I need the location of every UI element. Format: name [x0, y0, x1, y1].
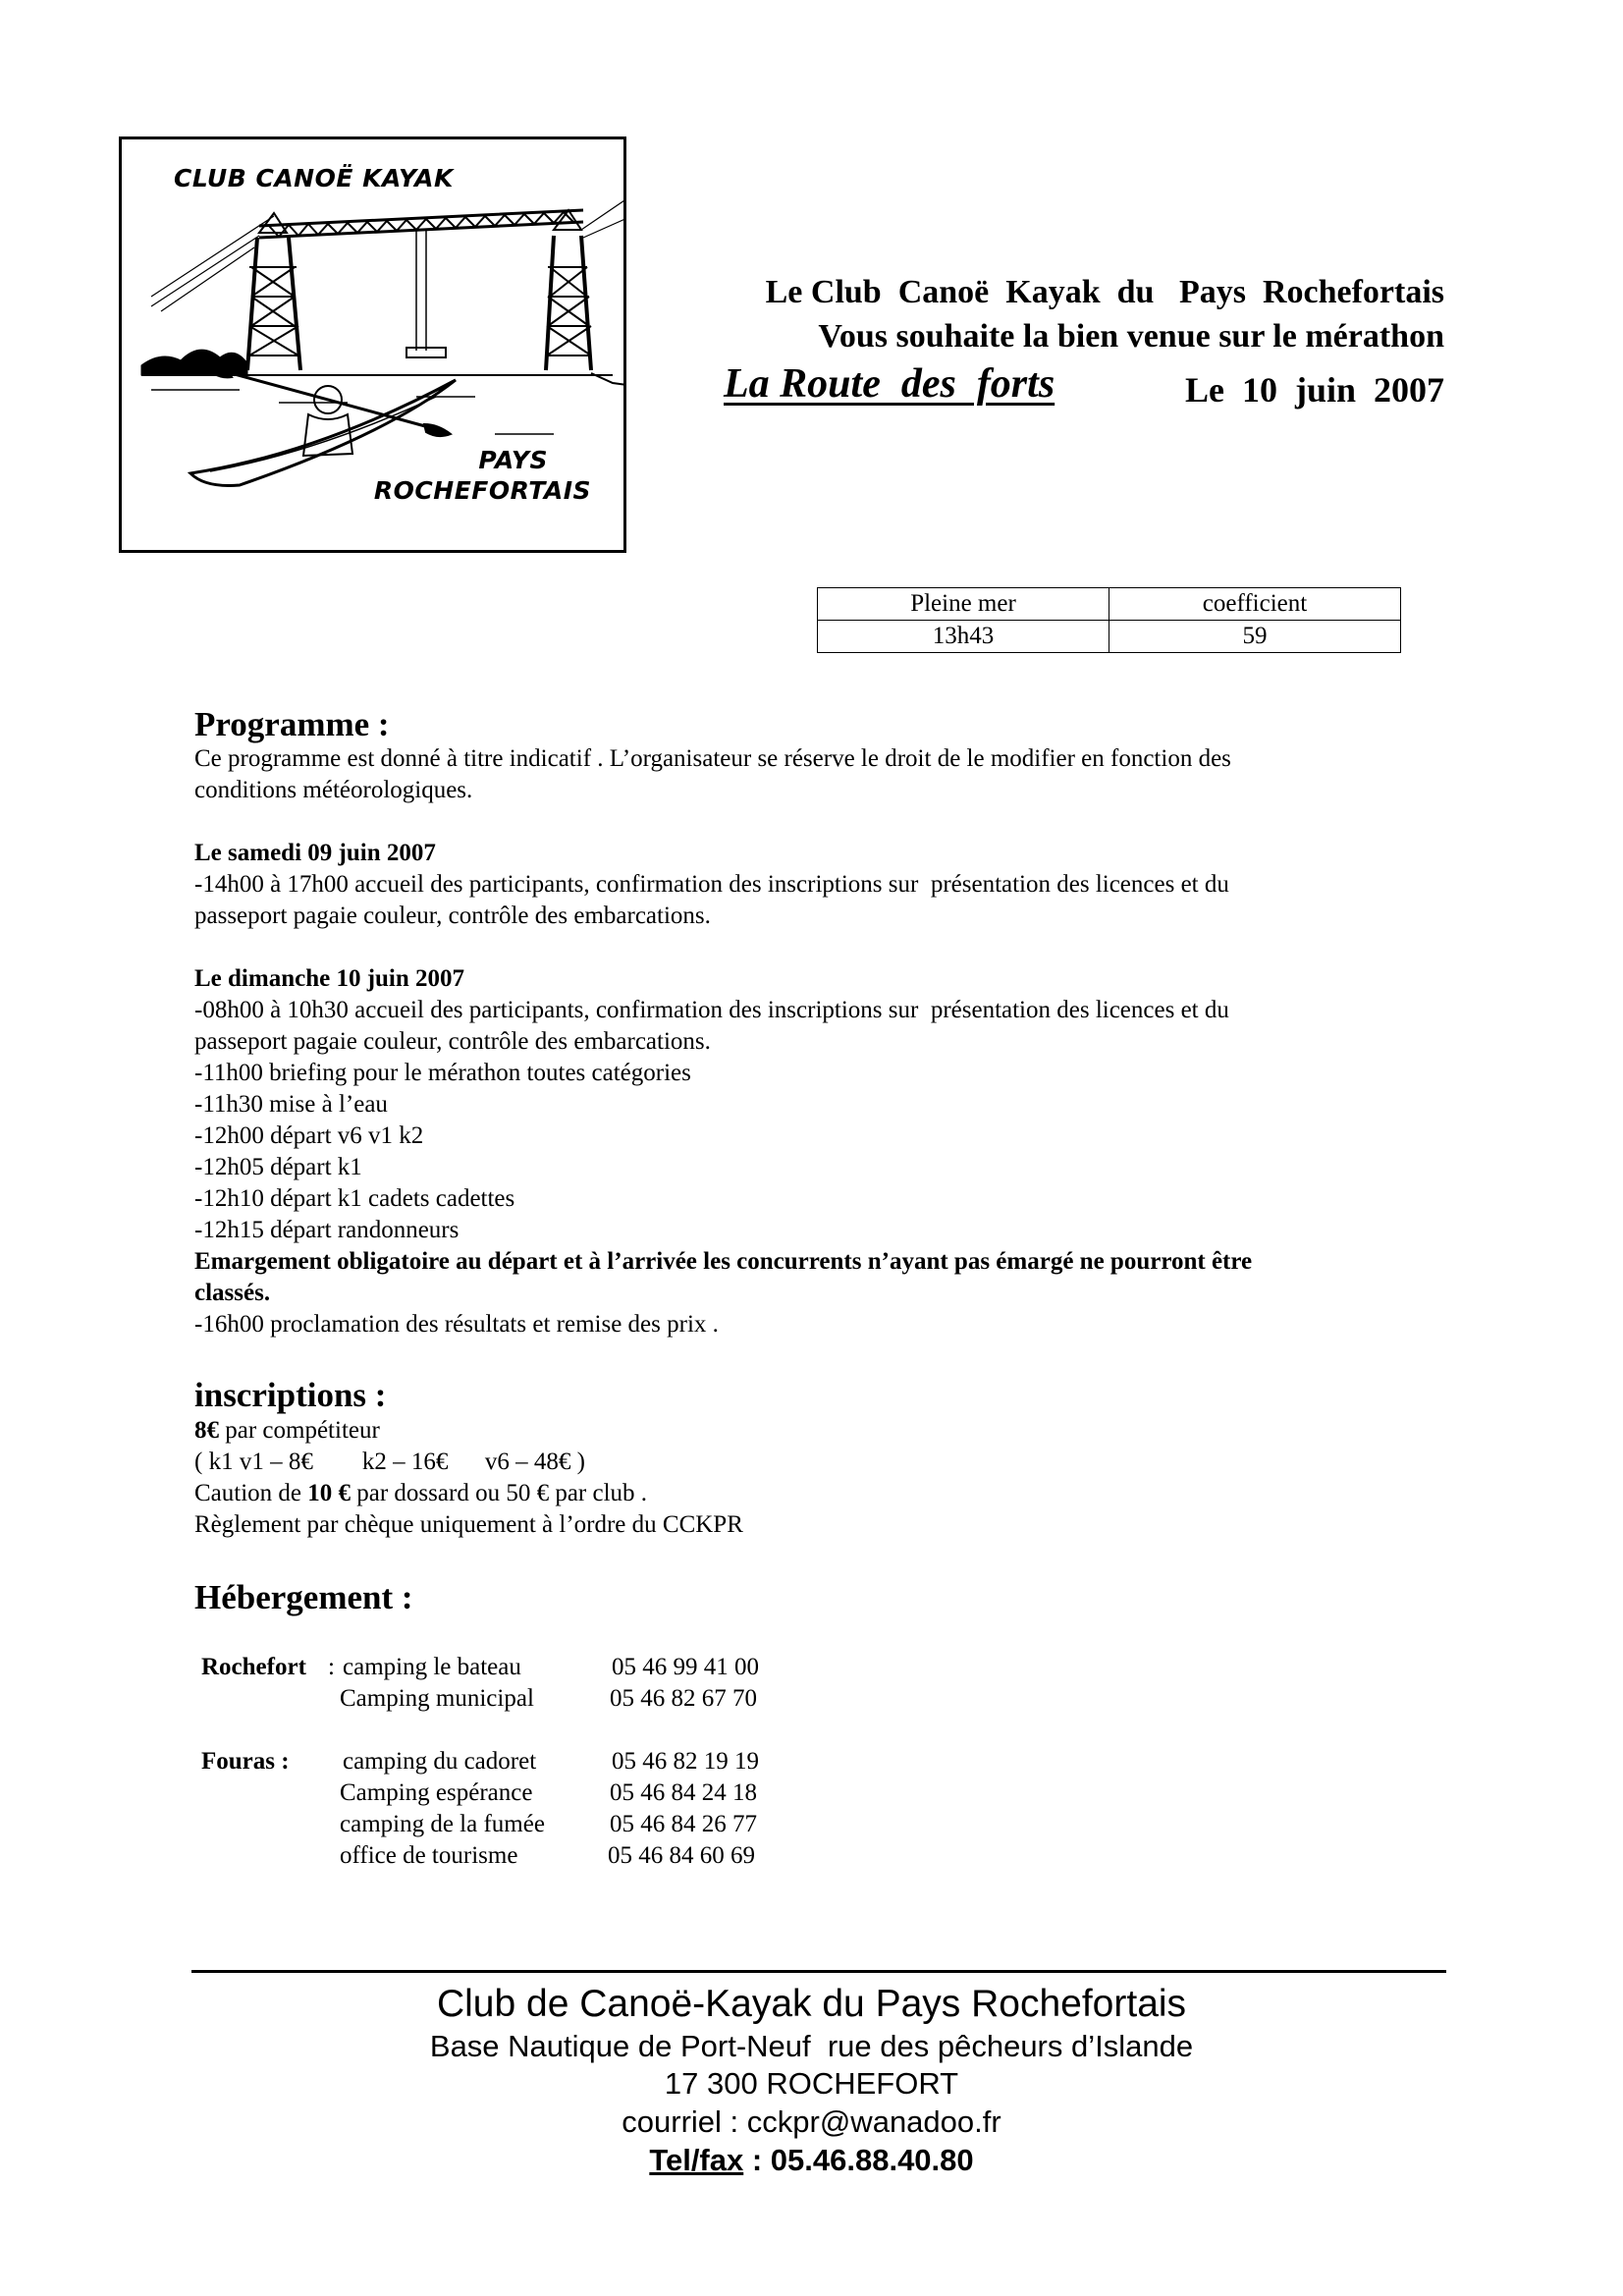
place-name: Camping espérance — [340, 1779, 533, 1806]
programme-intro — [194, 743, 1231, 806]
schedule-line: -12h00 départ v6 v1 k2 — [194, 1122, 424, 1149]
tide-value-coefficient: 59 — [1109, 621, 1401, 653]
schedule-line: -16h00 proclamation des résultats et remise des prix . — [194, 1311, 719, 1338]
place-name: camping du cadoret — [343, 1748, 537, 1775]
header-welcome: Vous souhaite la bien venue sur le mérathon — [818, 318, 1444, 355]
logo-pays: PAYS — [478, 446, 548, 474]
logo-rochefortais: ROCHEFORTAIS — [373, 476, 591, 505]
phone-number: 05 46 84 26 77 — [610, 1811, 757, 1837]
price-line — [194, 1415, 743, 1447]
hebergement-heading: Hébergement : — [194, 1578, 413, 1616]
logo-club-title: CLUB CANOË KAYAK — [174, 164, 454, 192]
inscriptions-heading: inscriptions : — [194, 1376, 387, 1414]
footer-phone-label: Tel/fax — [649, 2143, 744, 2177]
phone-number: 05 46 84 24 18 — [610, 1779, 757, 1806]
footer-phone-number: : 05.46.88.40.80 — [743, 2143, 974, 2177]
schedule-line: passeport pagaie couleur, contrôle des embarcations. — [194, 902, 711, 929]
tide-value-row — [818, 621, 1401, 653]
phone-number: 05 46 99 41 00 — [612, 1654, 759, 1680]
footer-phone — [0, 2143, 1623, 2178]
sunday-schedule — [194, 995, 1252, 1340]
footer-city: 17 300 ROCHEFORT — [664, 2066, 959, 2101]
schedule-line: -14h00 à 17h00 accueil des participants, confirmation des inscriptions sur présentation des licences et du — [194, 871, 1229, 898]
schedule-line: -08h00 à 10h30 accueil des participants, confirmation des inscriptions sur présentation des licences et du — [194, 997, 1229, 1023]
caution-prefix: Caution de — [194, 1480, 308, 1506]
schedule-line: -12h15 départ randonneurs — [194, 1217, 460, 1243]
schedule-line: passeport pagaie couleur, contrôle des embarcations. — [194, 1028, 711, 1055]
sunday-heading: Le dimanche 10 juin 2007 — [194, 965, 465, 992]
footer-club-name: Club de Canoë-Kayak du Pays Rochefortais — [436, 1983, 1187, 2025]
signature-notice: Emargement obligatoire au départ et à l’arrivée les concurrents n’ayant pas émargé ne pourront être — [194, 1248, 1253, 1275]
place-name: Camping municipal — [340, 1685, 534, 1712]
header-club-name: Le Club Canoë Kayak du Pays Rochefortais — [765, 274, 1444, 310]
price-amount: 8€ — [194, 1417, 219, 1444]
tide-value-high-tide: 13h43 — [818, 621, 1109, 653]
club-logo — [119, 137, 626, 553]
caution-suffix: par dossard ou 50 € par club . — [351, 1480, 648, 1506]
footer-email: courriel : cckpr@wanadoo.fr — [622, 2105, 1001, 2139]
event-name: La Route des forts — [724, 361, 1055, 407]
phone-number: 05 46 84 60 69 — [608, 1842, 755, 1869]
inscriptions-details — [194, 1415, 743, 1541]
programme-intro-line: conditions météorologiques. — [194, 777, 473, 803]
schedule-line: -12h05 départ k1 — [194, 1154, 362, 1180]
town-sep: : — [328, 1654, 335, 1680]
signature-notice: classés. — [194, 1280, 271, 1306]
price-label: par compétiteur — [219, 1417, 380, 1444]
tide-header-coefficient: coefficient — [1109, 588, 1401, 621]
programme-heading: Programme : — [194, 705, 390, 743]
schedule-line: -11h30 mise à l’eau — [194, 1091, 388, 1118]
footer-address: Base Nautique de Port-Neuf rue des pêcheurs d’Islande — [429, 2029, 1194, 2063]
schedule-line: -12h10 départ k1 cadets cadettes — [194, 1185, 515, 1212]
phone-number: 05 46 82 67 70 — [610, 1685, 757, 1712]
place-name: camping de la fumée — [340, 1811, 545, 1837]
place-name: office de tourisme — [340, 1842, 518, 1869]
town-name: Rochefort — [201, 1654, 306, 1680]
schedule-line: -11h00 briefing pour le mérathon toutes catégories — [194, 1060, 691, 1086]
tide-header-row — [818, 588, 1401, 621]
saturday-schedule — [194, 869, 1229, 932]
saturday-heading: Le samedi 09 juin 2007 — [194, 840, 436, 866]
tide-table — [817, 587, 1401, 653]
programme-intro-line: Ce programme est donné à titre indicatif . L’organisateur se réserve le droit de le modifier en fonction des — [194, 745, 1231, 772]
place-name: camping le bateau — [343, 1654, 521, 1680]
payment-line: Règlement par chèque uniquement à l’ordre du CCKPR — [194, 1511, 743, 1538]
tide-header-high-tide: Pleine mer — [818, 588, 1109, 621]
event-date: Le 10 juin 2007 — [1184, 370, 1444, 410]
caution-amount: 10 € — [307, 1480, 352, 1506]
price-detail: ( k1 v1 – 8€ k2 – 16€ v6 – 48€ ) — [194, 1449, 585, 1475]
footer-divider — [191, 1970, 1446, 1973]
town-name: Fouras : — [201, 1748, 290, 1775]
caution-line — [194, 1478, 743, 1509]
phone-number: 05 46 82 19 19 — [612, 1748, 759, 1775]
